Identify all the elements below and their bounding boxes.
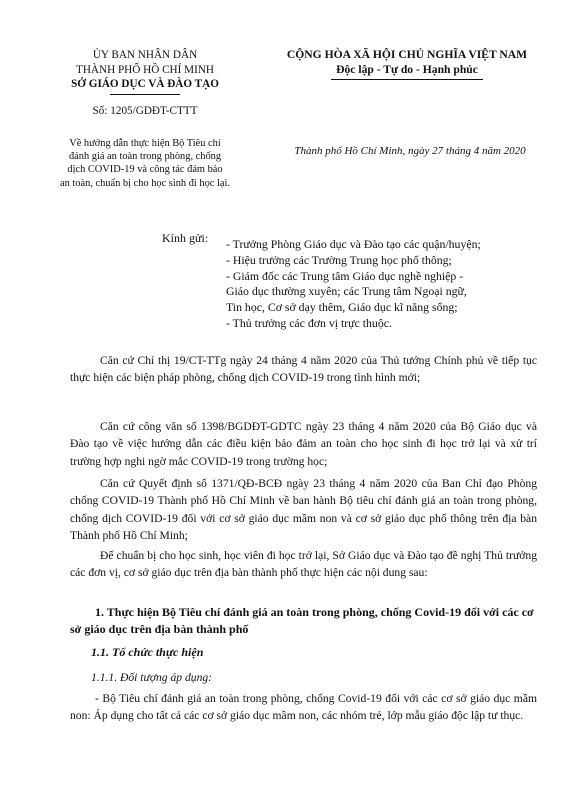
subject-block (40, 137, 250, 190)
issue-date: Thành phố Hồ Chí Minh, ngày 27 tháng 4 năm 2020 (294, 145, 526, 157)
body-paragraph-3: Căn cứ Quyết định số 1371/QĐ-BCĐ ngày 23 tháng 4 năm 2020 của Ban Chỉ đạo Phòng chống COVID-19 Thành phố Hồ Chí Minh về ban hành Bộ tiêu chí đánh giá an toàn trong phòng, chống dịch COVID-19 đối với cơ sở giáo dục mầm non và cơ sở giáo dục phổ thông trên địa bàn Thành phố Hồ Chí Minh; (70, 477, 537, 542)
recipients-list (226, 237, 531, 332)
national-heading (262, 48, 552, 80)
subject-line: an toàn, chuẩn bị cho học sinh đi học lại. (60, 177, 230, 189)
subject-line: đánh giá an toàn trong phòng, chống (68, 151, 222, 163)
doc-number: Số: 1205/GDĐT-CTTT (92, 104, 198, 117)
body-paragraph-2: Căn cứ công văn số 1398/BGDĐT-GDTC ngày 23 tháng 4 năm 2020 của Bộ Giáo dục và Đào tạo về việc hướng dẫn các điều kiện bảo đảm an toàn cho học sinh đi học trở lại và xử trí trường hợp nghi ngờ mắc COVID-19 trong trường học; (70, 420, 537, 468)
issuing-authority-block (40, 48, 250, 118)
authority-line-2: THÀNH PHỐ HỒ CHÍ MINH (76, 63, 214, 76)
motto-underline (331, 79, 483, 80)
body-paragraph-4: Để chuẩn bị cho học sinh, học viên đi học trở lại, Sở Giáo dục và Đào tạo đề nghị Thủ trưởng các đơn vị, cơ sở giáo dục trên địa bàn thành phố thực hiện các nội dung sau: (70, 549, 537, 580)
recipient-line: - Giám đốc các Trung tâm Giáo dục nghề nghiệp - (226, 268, 464, 283)
authority-line-3: SỞ GIÁO DỤC VÀ ĐÀO TẠO (71, 78, 219, 90)
subject-line: Về hướng dẫn thực hiện Bộ Tiêu chí (69, 138, 221, 149)
section-heading-1: 1. Thực hiện Bộ Tiêu chí đánh giá an toàn trong phòng, chống Covid-19 đối với các cơ sở giáo dục trên địa bàn thành phố (70, 605, 534, 636)
section-heading-1-1-1: 1.1.1. Đối tượng áp dụng: (91, 671, 213, 684)
recipient-line: Giáo dục thường xuyên; các Trung tâm Ngoại ngữ, (226, 284, 467, 299)
subject-line: dịch COVID-19 và công tác đảm bảo (67, 164, 223, 176)
motto: Độc lập - Tự do - Hạnh phúc (336, 62, 478, 76)
body-paragraph-1: Căn cứ Chỉ thị 19/CT-TTg ngày 24 tháng 4 năm 2020 của Thủ tướng Chính phủ về tiếp tục thực hiện các biện pháp phòng, chống dịch COVID-19 trong tình hình mới; (70, 354, 537, 385)
recipient-line: Tin học, Cơ sở dạy thêm, Giáo dục kĩ năng sống; (226, 300, 458, 315)
recipients-label: Kính gửi: (162, 231, 209, 245)
nation-name: CỘNG HÒA XÃ HỘI CHỦ NGHĨA VIỆT NAM (286, 48, 528, 61)
authority-underline (110, 94, 180, 95)
section-heading-1-1: 1.1. Tổ chức thực hiện (91, 645, 204, 659)
recipient-line: - Hiệu trưởng các Trường Trung học phổ thông; (226, 252, 452, 267)
authority-line-1: ỦY BAN NHÂN DÂN (92, 49, 198, 61)
recipient-line: - Thủ trưởng các đơn vị trực thuộc. (226, 315, 392, 330)
body-paragraph-5: - Bộ Tiêu chí đánh giá an toàn trong phòng, chống Covid-19 đối với các cơ sở giáo dục mầm non: Áp dụng cho tất cả các cơ sở giáo dục mầm non, các nhóm trẻ, lớp mẫu giáo độc lập tư thục. (70, 692, 537, 723)
recipient-line: - Trưởng Phòng Giáo dục và Đào tạo các quận/huyện; (226, 237, 481, 251)
